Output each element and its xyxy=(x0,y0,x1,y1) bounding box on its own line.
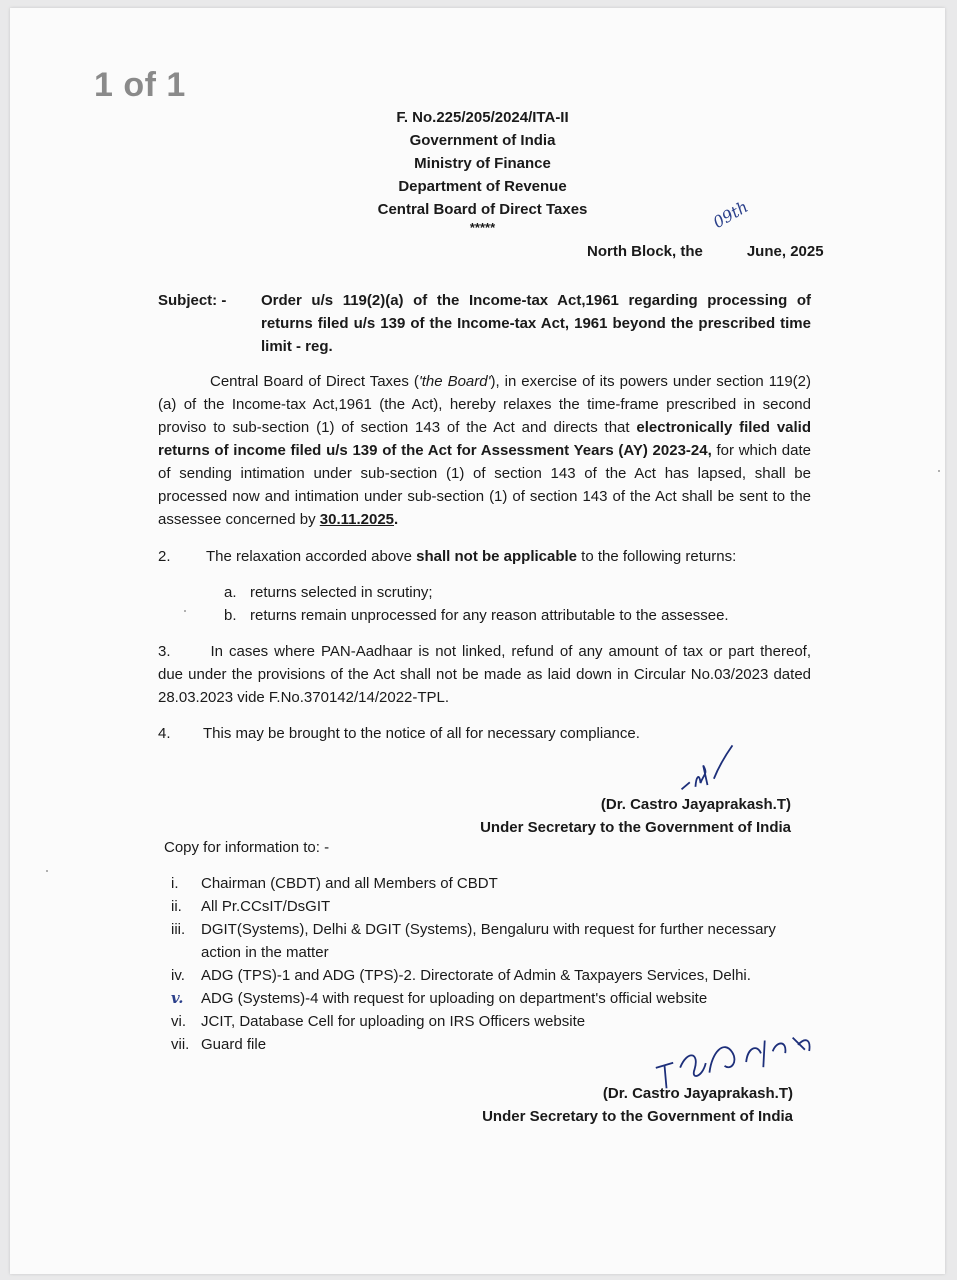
signatory-title-2: Under Secretary to the Government of India xyxy=(482,1108,793,1125)
para2-number: 2. xyxy=(158,548,171,565)
para1-text-a: Central Board of Direct Taxes ( xyxy=(210,373,419,390)
item-number: iii. xyxy=(171,921,186,938)
item-text: Guard file xyxy=(201,1036,267,1053)
list-label: a. xyxy=(224,584,237,601)
signature-1-scribble xyxy=(668,740,747,800)
item-text: DGIT(Systems), Delhi & DGIT (Systems), Bengaluru with request for further necessary action in the matter xyxy=(201,921,776,961)
item-number: iv. xyxy=(171,967,185,984)
handwritten-date: 09th xyxy=(709,196,752,233)
ministry-name: Ministry of Finance xyxy=(414,155,551,172)
place-text: North Block, the xyxy=(587,243,703,260)
speck xyxy=(184,610,186,612)
list-item xyxy=(224,581,804,604)
list-item xyxy=(160,987,810,1010)
para2-text-a: The relaxation accorded above xyxy=(206,548,417,565)
paragraph-3 xyxy=(158,640,811,709)
list-item xyxy=(160,964,810,987)
subject-label: Subject: - xyxy=(158,292,227,309)
item-text: ADG (TPS)-1 and ADG (TPS)-2. Directorate of Admin & Taxpayers Services, Delhi. xyxy=(201,967,751,984)
file-number: F. No.225/205/2024/ITA-II xyxy=(396,109,569,126)
paragraph-1 xyxy=(158,370,811,531)
list-text: returns remain unprocessed for any reason attributable to the assessee. xyxy=(250,607,729,624)
list-item xyxy=(160,895,810,918)
speck xyxy=(46,870,48,872)
signatory-block xyxy=(480,793,791,839)
signatory-name-2: (Dr. Castro Jayaprakash.T) xyxy=(602,1085,793,1102)
document-page xyxy=(10,8,945,1274)
item-number: i. xyxy=(171,875,179,892)
list-item xyxy=(160,872,810,895)
list-item xyxy=(224,604,804,627)
exclusion-list xyxy=(224,581,804,627)
page-counter: 1 of 1 xyxy=(94,66,186,104)
para1-bold: electronically filed valid returns of income filed u/s 139 of the Act for Assessment Years (AY) 2023-24, xyxy=(158,419,811,459)
para4-number: 4. xyxy=(158,725,171,742)
para2-bold: shall not be applicable xyxy=(416,548,578,565)
item-text: ADG (Systems)-4 with request for uploading on department's official website xyxy=(201,990,708,1007)
para2-text-b: to the following returns: xyxy=(577,548,737,565)
copy-list xyxy=(160,872,810,1056)
list-item xyxy=(160,1010,810,1033)
item-text: All Pr.CCsIT/DsGIT xyxy=(201,898,331,915)
board-name: Central Board of Direct Taxes xyxy=(377,201,588,218)
item-text: JCIT, Database Cell for uploading on IRS Officers website xyxy=(201,1013,586,1030)
speck xyxy=(938,470,940,472)
signatory-name: (Dr. Castro Jayaprakash.T) xyxy=(600,796,791,813)
signatory-block-2 xyxy=(482,1082,793,1128)
para1-end: . xyxy=(394,511,399,528)
item-number-marked: v. xyxy=(171,989,184,1007)
department-name: Department of Revenue xyxy=(398,178,567,195)
para1-text-c: for which date of sending intimation under sub-section (1) of section 143 of the Act has lapsed, shall be processed now and intimation under sub-section (1) of section 143 of the Act shall be sent to the assessee concerned by xyxy=(158,442,811,528)
paragraph-4: This may be brought to the notice of all for necessary compliance. xyxy=(203,725,640,742)
subject-text: Order u/s 119(2)(a) of the Income-tax Act,1961 regarding processing of returns filed u/s 139 of the Income-tax Act, 1961 beyond the prescribed time limit - reg. xyxy=(261,292,811,355)
copy-heading: Copy for information to: - xyxy=(164,839,330,856)
date-line xyxy=(587,243,824,260)
para1-board-term: 'the Board' xyxy=(418,373,491,390)
deadline-date: 30.11.2025 xyxy=(319,511,395,528)
item-number: vi. xyxy=(171,1013,186,1030)
paragraph-2 xyxy=(206,545,806,568)
signatory-title: Under Secretary to the Government of India xyxy=(480,819,791,836)
government-name: Government of India xyxy=(409,132,556,149)
item-text: Chairman (CBDT) and all Members of CBDT xyxy=(201,875,498,892)
para3-text: In cases where PAN-Aadhaar is not linked, refund of any amount of tax or part thereof, due under the provisions of the Act shall not be made as laid down in Circular No.03/2023 dated 28.03.2023 vide F.No.370142/14/2022-TPL. xyxy=(158,643,811,706)
list-text: returns selected in scrutiny; xyxy=(250,584,433,601)
para1-text-b: ), in exercise of its powers under section 119(2)(a) of the Income-tax Act,1961 (the Act), hereby relaxes the time-frame prescribed in second proviso to sub-section (1) of section 143 of the Act and directs that xyxy=(158,373,811,436)
separator-stars: ***** xyxy=(469,220,496,235)
letterhead xyxy=(310,106,655,235)
list-item xyxy=(160,918,810,964)
para3-number: 3. xyxy=(158,643,171,660)
month-year: June, 2025 xyxy=(746,243,824,260)
list-label: b. xyxy=(224,607,237,624)
item-number: vii. xyxy=(171,1036,190,1053)
item-number: ii. xyxy=(171,898,182,915)
